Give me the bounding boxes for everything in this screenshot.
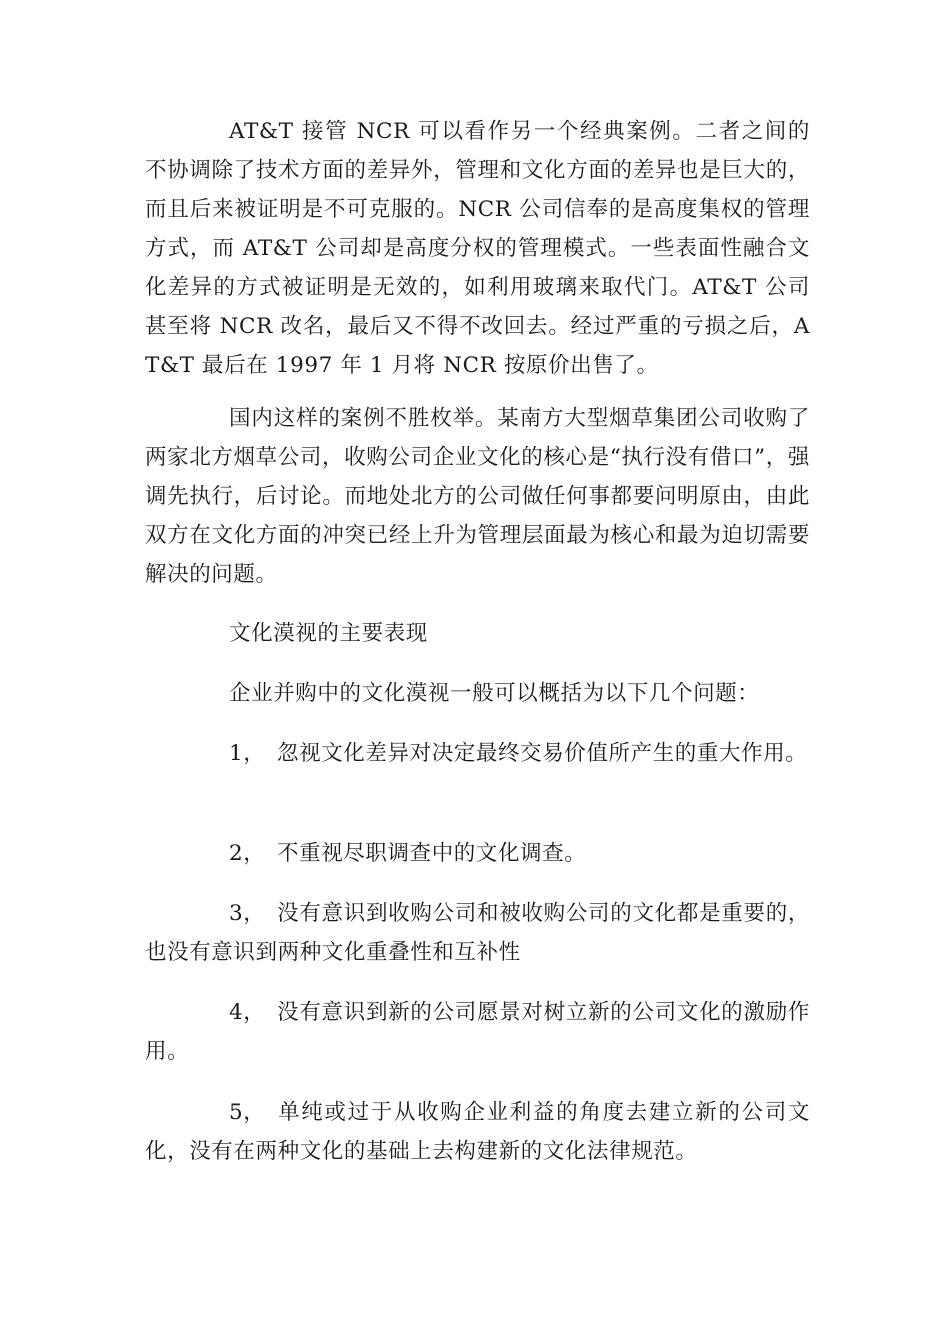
- list-item: [145, 1093, 810, 1171]
- list-item-text: 忽视文化差异对决定最终交易价值所产生的重大作用。: [277, 741, 808, 766]
- list-item: [145, 894, 810, 972]
- list-item-text: 没有意识到新的公司愿景对树立新的公司文化的激励作用。: [145, 1000, 810, 1064]
- list-item: [145, 734, 810, 773]
- list-item-number: 4，: [229, 1000, 266, 1025]
- paragraph-domestic-case: 国内这样的案例不胜枚举。某南方大型烟草集团公司收购了两家北方烟草公司，收购公司企业文化的核心是“执行没有借口”，强调先执行，后讨论。而地处北方的公司做任何事都要问明原由，由此双方在文化方面的冲突已经上升为管理层面最为核心和最为迫切需要解决的问题。: [145, 406, 810, 587]
- list-item-text: 不重视尽职调查中的文化调查。: [277, 841, 587, 866]
- list-item-number: 1，: [229, 741, 266, 766]
- list-item-number: 2，: [229, 841, 266, 866]
- list-item-text: 没有意识到收购公司和被收购公司的文化都是重要的，也没有意识到两种文化重叠性和互补性: [145, 901, 810, 965]
- list-item-number: 5，: [229, 1100, 266, 1125]
- paragraph-att-ncr-case: AT&T 接管 NCR 可以看作另一个经典案例。二者之间的不协调除了技术方面的差异外，管理和文化方面的差异也是巨大的，而且后来被证明是不可克服的。NCR 公司信奉的是高度集权的管理方式，而 AT&T 公司却是高度分权的管理模式。一些表面性融合文化差异的方式被证明是无效的，如利用玻璃来取代门。AT&T 公司甚至将 NCR 改名，最后又不得不改回去。经过严重的亏损之后，AT&T 最后在 1997 年 1 月将 NCR 按原价出售了。: [145, 119, 810, 378]
- list-item: [145, 834, 810, 873]
- list-item-number: 3，: [229, 901, 266, 926]
- list-item: [145, 993, 810, 1071]
- list-item-text: 单纯或过于从收购企业利益的角度去建立新的公司文化，没有在两种文化的基础上去构建新的文化法律规范。: [145, 1100, 810, 1164]
- section-heading: 文化漠视的主要表现: [229, 621, 428, 646]
- intro-paragraph: 企业并购中的文化漠视一般可以概括为以下几个问题：: [229, 681, 760, 706]
